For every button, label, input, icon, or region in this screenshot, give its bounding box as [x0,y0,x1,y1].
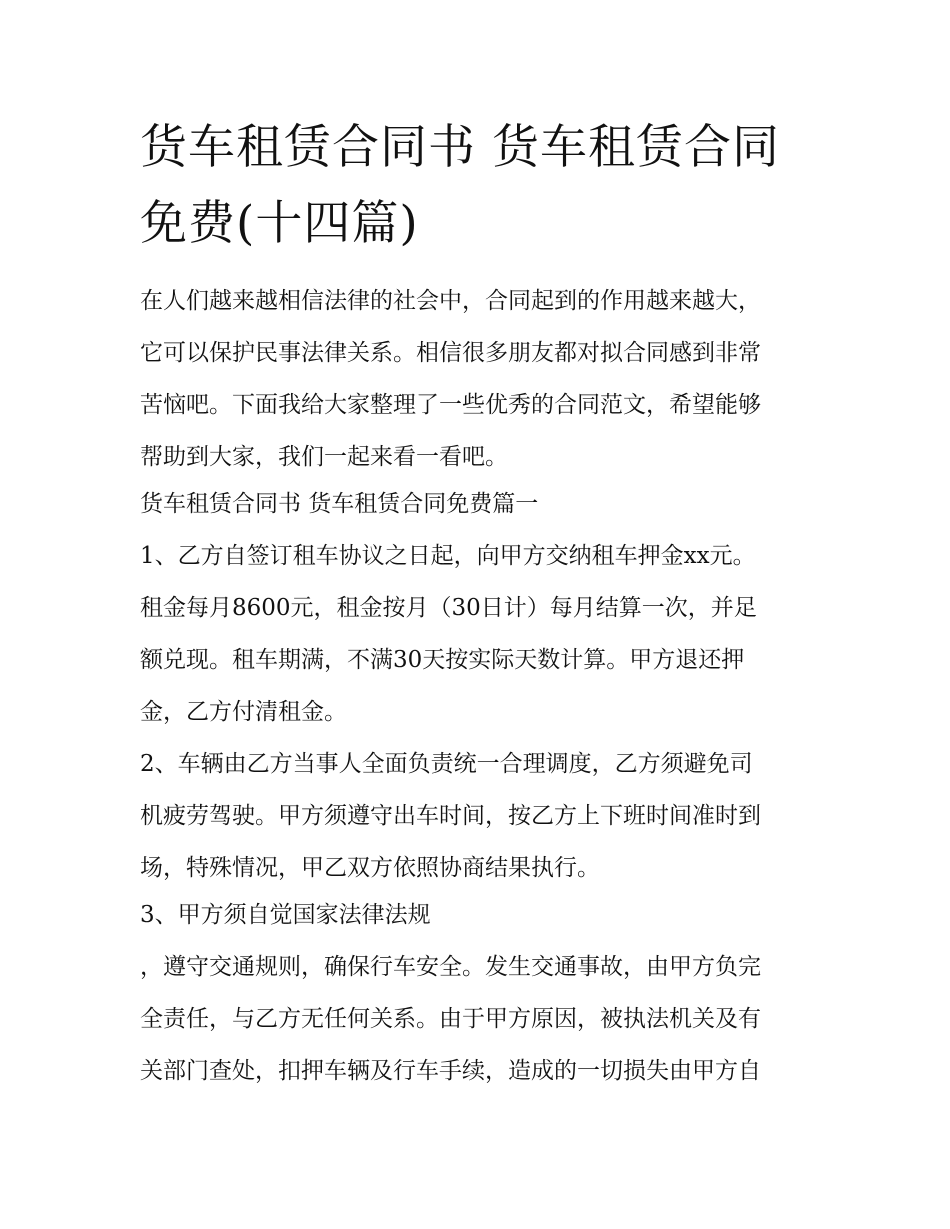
clause-1-line-2: 租金每月8600元，租金按月（30日计）每月结算一次，并足 [140,595,757,621]
title-line-2: 免费(十四篇) [140,196,419,251]
section-heading: 货车租赁合同书 货车租赁合同免费篇一 [140,491,539,517]
document-title [140,110,820,262]
intro-line-3: 苦恼吧。下面我给大家整理了一些优秀的合同范文，希望能够 [140,392,761,418]
clause-3-line-1: 3、甲方须自觉国家法律法规 [140,902,431,928]
clause-1-line-3: 额兑现。租车期满，不满30天按实际天数计算。甲方退还押 [140,647,745,673]
intro-line-4: 帮助到大家，我们一起来看一看吧。 [140,444,508,470]
clause-2-line-2: 机疲劳驾驶。甲方须遵守出车时间，按乙方上下班时间准时到 [140,803,761,829]
clause-3-line-2: ，遵守交通规则，确保行车安全。发生交通事故，由甲方负完 [140,954,761,980]
clause-1-line-1: 1、乙方自签订租车协议之日起，向甲方交纳租车押金xx元。 [140,543,756,569]
clause-2-line-1: 2、车辆由乙方当事人全面负责统一合理调度，乙方须避免司 [140,751,753,777]
clause-2-line-3: 场，特殊情况，甲乙双方依照协商结果执行。 [140,855,600,881]
intro-line-2: 它可以保护民事法律关系。相信很多朋友都对拟合同感到非常 [140,340,761,366]
clause-1-line-4: 金，乙方付清租金。 [140,699,347,725]
document-body [140,275,815,1097]
clause-3-line-3: 全责任，与乙方无任何关系。由于甲方原因，被执法机关及有 [140,1006,761,1032]
title-line-1: 货车租赁合同书 货车租赁合同 [140,120,780,175]
intro-line-1: 在人们越来越相信法律的社会中，合同起到的作用越来越大， [140,288,761,314]
clause-3-line-4: 关部门查处，扣押车辆及行车手续，造成的一切损失由甲方自 [140,1058,761,1084]
